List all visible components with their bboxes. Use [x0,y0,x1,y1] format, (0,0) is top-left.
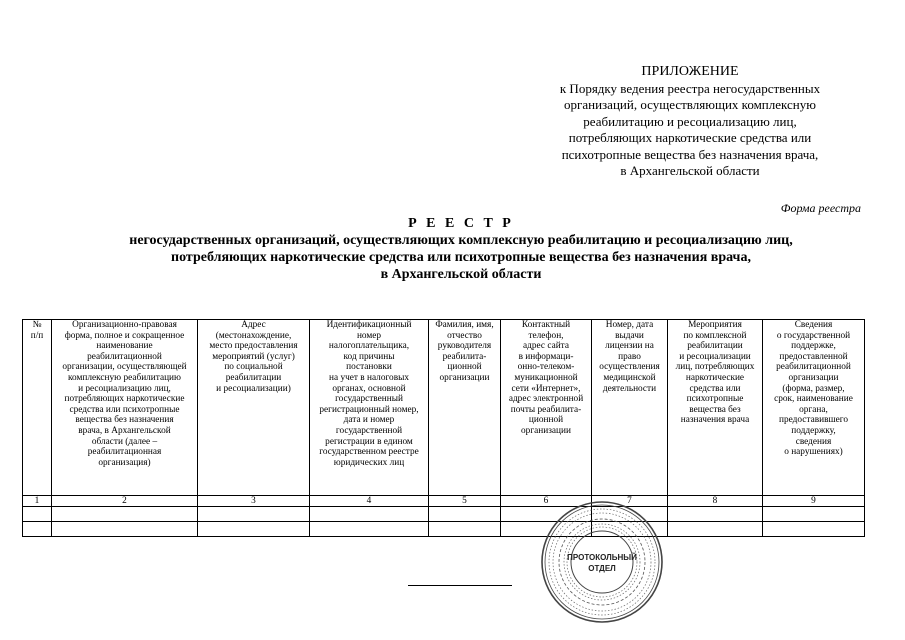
column-header-line: ционной [447,362,482,373]
column-header-line: реабилитации [687,341,743,352]
column-header-line: врача, в Архангельской [78,425,171,436]
column-header-line: организации [439,372,490,383]
column-header-line: реабилитации [225,372,282,383]
column-header-line: комплексную реабилитацию [68,372,181,383]
appendix-line: потребляющих наркотические средства или [568,130,812,145]
column-number: 1 [23,496,52,507]
column-header-line: Фамилия, имя, [435,320,494,330]
column-header-line: и ресоциализацию лиц, [78,383,171,394]
column-header-line: отчество [447,330,482,341]
column-header-line: место предоставления [209,341,298,352]
stamp-text-2: ОТДЕЛ [588,564,616,573]
column-header-line: Идентификационный [326,320,412,330]
column-header-line: области (далее – [91,436,158,447]
table-cell[interactable] [668,507,763,522]
column-number: 4 [310,496,429,507]
column-header-line: регистрационный номер, [319,404,419,415]
document-title [50,215,872,283]
table-cell[interactable] [52,507,198,522]
column-header-line: почты реабилита- [510,404,582,415]
column-header [668,320,763,496]
column-header [198,320,310,496]
column-header-line: постановки [346,362,392,373]
column-header-line: поддержке, [791,341,836,352]
column-header-line: (форма, размер, [782,383,845,394]
table-cell[interactable] [198,507,310,522]
column-header-line: телефон, [528,330,564,341]
column-header-line: государственной [335,425,403,436]
column-header-line: организации [521,425,571,436]
column-header-line: (местонахождение, [215,330,292,341]
table-cell[interactable] [310,507,429,522]
column-header [310,320,429,496]
column-header-line: реабилита- [442,351,487,362]
column-header-line: Адрес [241,320,266,330]
column-header-line: мероприятий (услуг) [212,351,295,362]
column-header-line: регистрации в едином [325,436,413,447]
column-header-line: вещества без [689,404,741,415]
column-header-line: Организационно-правовая [72,320,177,330]
column-header-line: онно-телеком- [517,362,575,373]
column-header-line: и ресоциализации [679,351,751,362]
table-cell[interactable] [198,522,310,537]
table-cell[interactable] [310,522,429,537]
appendix-line: организаций, осуществляющих комплексную [564,97,816,112]
column-header [763,320,865,496]
column-number: 9 [763,496,865,507]
column-header-line: по комплексной [683,330,747,341]
appendix-block [520,64,860,180]
stamp-text-1: ПРОТОКОЛЬНЫЙ [567,553,637,562]
column-header-line: юридических лиц [333,457,405,468]
signature-line [408,585,512,586]
column-header [501,320,592,496]
table-header-row [23,320,865,496]
column-header-line: деятельности [602,383,657,394]
table-cell[interactable] [763,522,865,537]
column-header-line: адрес сайта [523,341,569,352]
column-header-line: сведения [795,436,832,447]
appendix-line: реабилитацию и ресоциализацию лиц, [583,113,797,129]
column-number: 7 [592,496,668,507]
column-header-line: поддержку, [791,425,836,436]
column-header-line: органах, основной [332,383,406,394]
column-header-line: потребляющих наркотические [64,394,185,405]
column-header-line: предоставившего [779,415,848,426]
table-cell[interactable] [668,522,763,537]
column-header-line: налогоплательщика, [328,341,410,352]
table-cell[interactable] [52,522,198,537]
column-header-line: реабилитационная [87,447,162,458]
column-number: 3 [198,496,310,507]
column-number: 6 [501,496,592,507]
column-header-line: организации, осуществляющей [62,362,187,373]
column-number: 2 [52,496,198,507]
column-number: 5 [429,496,501,507]
column-header-line: Контактный [521,320,571,330]
appendix-line: к Порядку ведения реестра негосударственных [559,80,821,96]
column-header-line: организация) [98,457,151,468]
column-header-line: наркотические [685,372,745,383]
column-number: 8 [668,496,763,507]
table-row [23,507,865,522]
table-row [23,522,865,537]
column-header-line: государственный [335,394,403,405]
column-header [23,320,52,496]
column-header-line: сети «Интернет», [511,383,581,394]
column-header-line: лиц, потребляющих [675,362,755,373]
column-header-line: реабилитационной [776,362,851,373]
column-header-line: Сведения [794,320,833,330]
appendix-line: психотропные вещества без назначения врача, [561,146,819,162]
table-cell[interactable] [763,507,865,522]
column-header-line: № [32,320,42,330]
column-header-line: Мероприятия [688,320,742,330]
column-header-line: дата и номер [343,415,395,426]
column-header-line: руководителя [437,341,492,352]
table-cell[interactable] [429,507,501,522]
column-header-line: п/п [30,330,44,341]
appendix-line: в Архангельской области [620,163,760,178]
column-header-line: осуществления [599,362,660,373]
column-header-line: предоставленной [779,351,848,362]
column-header-line: форма, полное и сокращенное [64,330,185,341]
column-header-line: лицензии на [605,341,654,352]
column-header-line: срок, наименование [774,394,853,405]
column-header-line: организации [788,372,839,383]
form-label: Форма реестра [780,201,861,215]
column-header-line: вещества без назначения [75,415,174,426]
column-header-line: право [618,351,641,362]
column-header-line: о нарушениях) [784,447,843,458]
table-cell[interactable] [23,507,52,522]
title-line: в Архангельской области [380,267,542,282]
column-header [52,320,198,496]
table-cell[interactable] [429,522,501,537]
table-cell[interactable] [23,522,52,537]
column-header-line: реабилитационной [87,351,162,362]
title-line: потребляющих наркотические средства или психотропные вещества без назначения врача, [171,250,751,265]
title-line: негосударственных организаций, осуществляющих комплексную реабилитацию и ресоциализацию лиц, [129,233,793,248]
column-header-line: в информаци- [518,351,574,362]
column-header-line: о государственной [776,330,851,341]
column-header-line: на учет в налоговых [329,372,409,383]
column-header [592,320,668,496]
column-header-line: номер [356,330,382,341]
registry-table [22,319,865,537]
round-stamp [538,498,666,626]
column-header-line: средства или [689,383,741,394]
column-number-row [23,496,865,507]
column-header-line: назначения врача [680,415,750,426]
column-header-line: государственном реестре [319,447,419,458]
column-header-line: наименование [96,341,153,352]
column-header-line: выдачи [615,330,644,341]
column-header-line: Номер, дата [605,320,654,330]
column-header-line: код причины [343,351,395,362]
column-header-line: ционной [528,415,564,426]
column-header-line: и ресоциализации) [216,383,291,394]
column-header-line: психотропные [686,394,744,405]
column-header-line: медицинской [603,372,656,383]
column-header [429,320,501,496]
column-header-line: по социальной [224,362,283,373]
appendix-heading: ПРИЛОЖЕНИЕ [641,64,739,79]
column-header-line: средства или психотропные [69,404,180,415]
title-main: Р Е Е С Т Р [408,216,514,231]
column-header-line: адрес электронной [508,394,584,405]
column-header-line: муникационной [514,372,578,383]
column-header-line: органа, [799,404,828,415]
